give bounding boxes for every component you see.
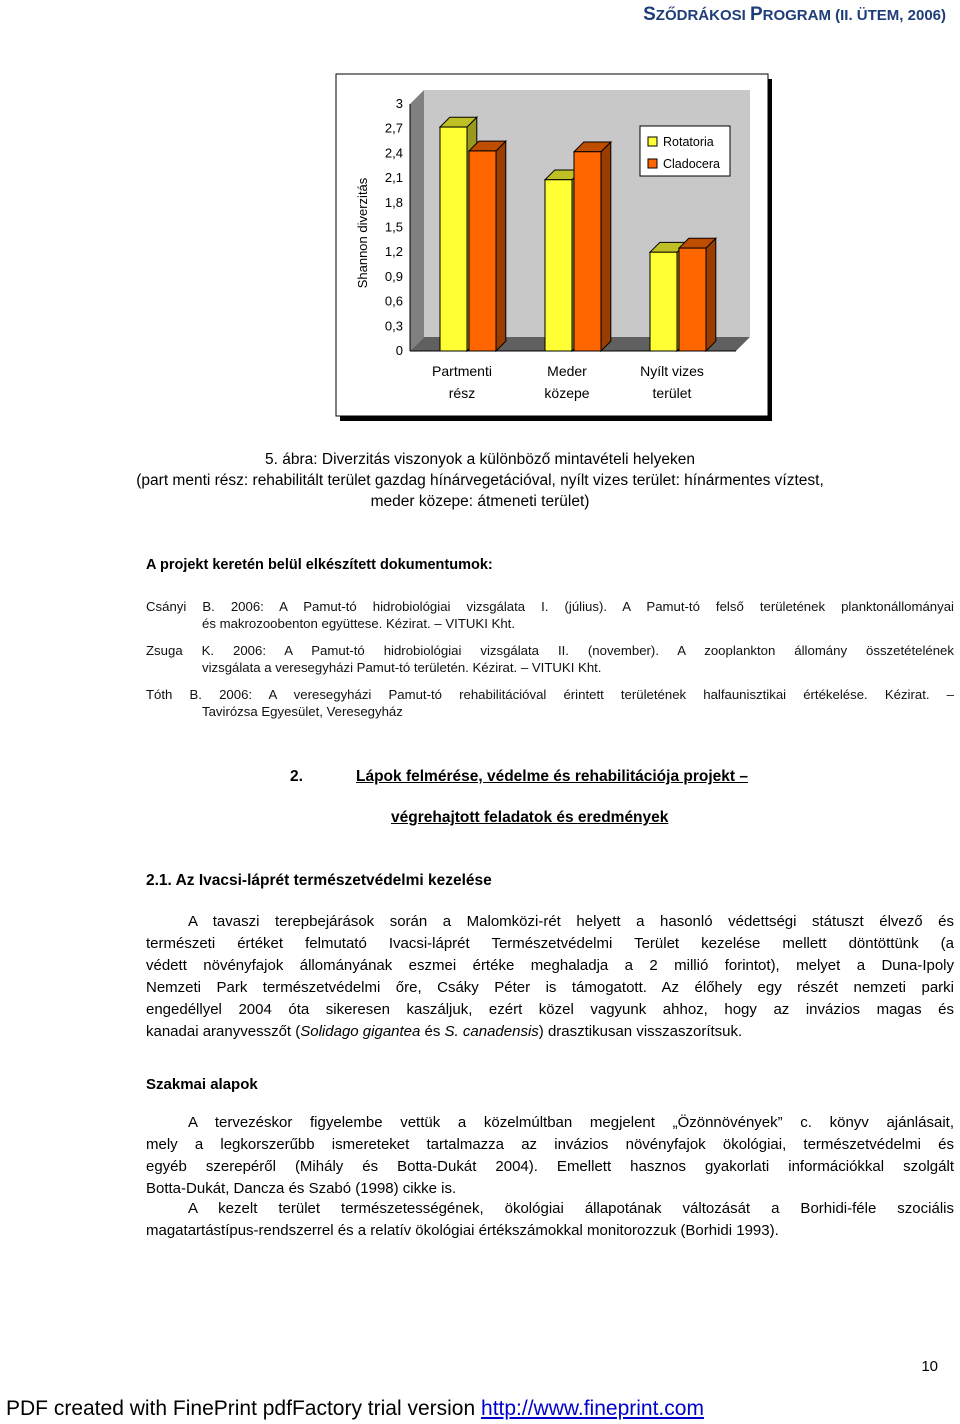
- szakmai-p1-line-3: egyéb szerepéről (Mihály és Botta-Dukát 2004). Emellett hasznos gyakorlati információkkal szolgált: [146, 1158, 954, 1175]
- szakmai-paragraph-1: [146, 1112, 954, 1200]
- para-line-2: természeti értéket felmutató Ivacsi-láprét Természetvédelmi Terület kezelése mellett döntöttünk (a: [146, 935, 954, 952]
- reference-3-line-1: Tóth B. 2006: A veresegyházi Pamut-tó rehabilitációval érintett területének halfaunisztikai értékelése. Kézirat. –: [146, 687, 954, 702]
- figure-caption: [0, 449, 960, 512]
- para-line-4: Nemzeti Park természetvédelmi őre, Csáky Péter is támogatott. Az élőhely egy részét nemzeti parki: [146, 979, 954, 996]
- reference-1-line-1: Csányi B. 2006: A Pamut-tó hidrobiológiai vizsgálata I. (július). A Pamut-tó felső területének planktonállományai: [146, 599, 954, 614]
- x-tick-label: terület: [652, 385, 692, 401]
- page-number: 10: [921, 1358, 938, 1375]
- y-tick-label: 3: [395, 96, 403, 111]
- para-line-5: engedéllyel 2004 óta sikeresen kaszáljuk, ezért közel vagyunk ahhoz, hogy az invázios magas és: [146, 1001, 954, 1018]
- section-2-number: 2.: [290, 768, 303, 785]
- ivacsi-paragraph: [146, 911, 954, 1043]
- legend-label-rotatoria: Rotatoria: [663, 135, 714, 149]
- x-tick-label: Partmenti: [432, 363, 492, 379]
- x-tick-label: rész: [448, 385, 476, 401]
- species-name-2: S. canadensis: [444, 1023, 539, 1040]
- section-2-1-title: 2.1. Az Ivacsi-láprét természetvédelmi kezelése: [146, 872, 492, 889]
- y-tick-label: 2,4: [384, 145, 403, 161]
- y-axis-label: Shannon diverzitás: [355, 177, 370, 289]
- y-tick-label: 0,6: [384, 293, 403, 309]
- diversity-bar-chart: [0, 0, 960, 440]
- szakmai-p1-line-1: A tervezéskor figyelembe vettük a közelmúltban megjelent „Özönnövények” c. könyv ajánlásait,: [188, 1114, 954, 1131]
- section-2-title-line-1: Lápok felmérése, védelme és rehabilitációja projekt –: [356, 768, 748, 785]
- legend-swatch-rotatoria: [648, 137, 657, 146]
- running-header: SZŐDRÁKOSI PROGRAM (II. ÜTEM, 2006): [643, 4, 946, 25]
- y-tick-label: 2,1: [384, 170, 403, 186]
- bar-cladocera-1: [469, 141, 506, 351]
- para-line-1: A tavaszi terepbejárások során a Malomközi-rét helyett a hasonló védettségi státuszt élvező és: [188, 913, 954, 930]
- y-tick-label: 1,2: [384, 244, 403, 260]
- y-tick-label: 0,3: [384, 318, 403, 334]
- para-line-6: kanadai aranyvesszőt (Solidago gigantea és S. canadensis) drasztikusan visszaszorítsuk.: [146, 1023, 743, 1040]
- reference-1: [146, 598, 954, 632]
- reference-2: [146, 642, 954, 676]
- pdf-footer: [6, 1397, 704, 1421]
- y-tick-label: 1,5: [384, 219, 403, 235]
- szakmai-p1-line-4: Botta-Dukát, Dancza és Szabó (1998) cikke is.: [146, 1180, 457, 1197]
- section-2-title-line-2: végrehajtott feladatok és eredmények: [391, 809, 669, 826]
- legend-swatch-cladocera: [648, 159, 657, 168]
- footer-text: PDF created with FinePrint pdfFactory trial version: [6, 1397, 482, 1420]
- footer-link[interactable]: http://www.fineprint.com: [481, 1397, 704, 1420]
- x-tick-label: Meder: [547, 363, 587, 379]
- y-tick-label: 1,8: [384, 194, 403, 210]
- reference-2-line-1: Zsuga K. 2006: A Pamut-tó hidrobiológiai vizsgálata II. (november). A zooplankton állomány összetételének: [146, 643, 954, 658]
- caption-line-2: (part menti rész: rehabilitált terület gazdag hínárvegetációval, nyílt vizes terület: hínármentes víztest,: [136, 472, 824, 489]
- reference-3-line-2: Tavirózsa Egyesület, Veresegyház: [202, 704, 403, 719]
- szakmai-p2-line-1: A kezelt terület természetességének, ökológiai állapotának változását a Borhidi-féle szociális: [188, 1200, 954, 1217]
- szakmai-p2-line-2: magatartástípus-rendszerrel és a relatív ökológiai értékszámokkal monitorozzuk (Borhidi 1993).: [146, 1222, 779, 1239]
- szakmai-paragraph-2: [146, 1198, 954, 1242]
- para-line-3: védett növényfajok állományának eszmei értéke meghaladja a 2 millió forintot), melyet a Duna-Ipoly: [146, 957, 954, 974]
- x-tick-label: közepe: [544, 385, 590, 401]
- documents-heading: A projekt keretén belül elkészített dokumentumok:: [146, 557, 493, 573]
- reference-1-line-2: és makrozoobenton együttese. Kézirat. – VITUKI Kht.: [202, 616, 515, 631]
- y-tick-label: 0: [395, 343, 403, 358]
- caption-line-3: meder közepe: átmeneti terület): [370, 493, 590, 510]
- y-tick-label: 0,9: [384, 268, 403, 284]
- legend-label-cladocera: Cladocera: [663, 157, 720, 171]
- szakmai-p1-line-2: mely a legkorszerűbb ismereteket tartalmazza az invázios növényfajok ökológiai, természetvédelmi és: [146, 1136, 954, 1153]
- reference-3: [146, 686, 954, 720]
- reference-2-line-2: vizsgálata a veresegyházi Pamut-tó területén. Kézirat. – VITUKI Kht.: [202, 660, 602, 675]
- caption-line-1: 5. ábra: Diverzitás viszonyok a különböző mintavételi helyeken: [265, 451, 695, 468]
- species-name-1: Solidago gigantea: [300, 1023, 421, 1040]
- x-tick-label: Nyílt vizes: [640, 363, 704, 379]
- y-tick-label: 2,7: [384, 120, 403, 136]
- bar-cladocera-2: [574, 142, 611, 351]
- szakmai-alapok-heading: Szakmai alapok: [146, 1076, 258, 1093]
- bar-cladocera-3: [679, 238, 716, 351]
